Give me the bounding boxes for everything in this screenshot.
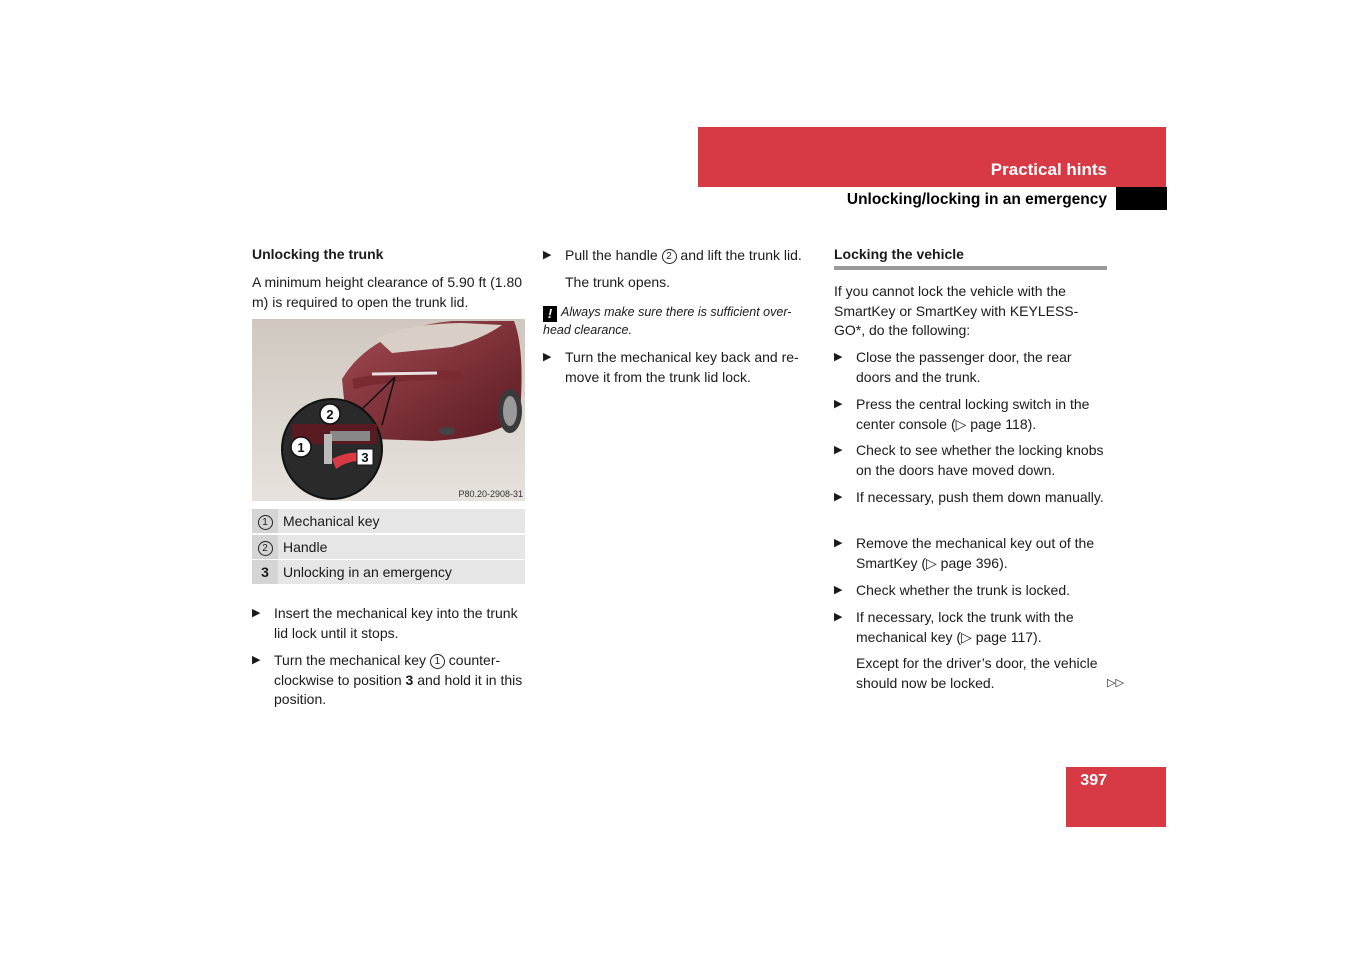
legend-number: 1 (258, 515, 273, 530)
triangle-right-icon: ▶ (834, 584, 843, 596)
step-turn-key: ▶ Turn the mechanical key 1 counter-clockwise to position 3 and hold it in this position. (252, 652, 523, 707)
car-rear-image (252, 319, 525, 501)
list-item: ▶ Press the central locking switch in the center console (▷ page 118). (834, 396, 1090, 432)
legend-label: Unlocking in an emergency (283, 564, 452, 580)
triangle-right-icon: ▶ (543, 351, 552, 363)
triangle-right-icon: ▶ (834, 351, 843, 363)
triangle-right-icon: ▶ (252, 607, 261, 619)
step-insert-key: ▶ Insert the mechanical key into the trunk lid lock until it stops. (252, 605, 518, 641)
svg-text:3: 3 (361, 450, 369, 465)
warning-icon: ! (543, 306, 557, 322)
ref-circle-2: 2 (662, 249, 677, 264)
triangle-right-icon: ▶ (543, 249, 552, 261)
triangle-right-icon: ▶ (834, 611, 843, 623)
image-code: P80.20-2908-31 (458, 489, 523, 499)
triangle-right-icon: ▶ (834, 491, 843, 503)
heading-unlocking-trunk: Unlocking the trunk (252, 246, 384, 262)
list-item: ▶ Check to see whether the locking knobs on the doors have moved down. (834, 442, 1104, 478)
triangle-right-icon: ▶ (252, 654, 261, 666)
list-item: ▶ Close the passenger door, the rear doors and the trunk. (834, 349, 1072, 385)
section-title: Practical hints (990, 160, 1107, 179)
step-pull-handle: ▶ Pull the handle 2 and lift the trunk lid. (543, 246, 823, 266)
thumb-tab (1116, 187, 1167, 210)
heading-rule (834, 266, 1107, 270)
list-item: ▶ If necessary, push them down manually. (834, 488, 1109, 508)
legend-number: 3 (252, 560, 278, 584)
legend-label: Mechanical key (283, 513, 380, 529)
legend-label: Handle (283, 539, 328, 555)
intro-clearance: A minimum height clearance of 5.90 ft (1.80 m) is required to open the trunk lid. (252, 274, 523, 310)
svg-text:1: 1 (297, 440, 305, 455)
ref-position-3: 3 (405, 671, 414, 688)
result-trunk-opens: The trunk opens. (565, 274, 671, 290)
intro-locking: If you cannot lock the vehicle with the SmartKey or SmartKey with KEYLESS-GO*, do the following: (834, 283, 1079, 338)
list-item: ▶ Check whether the trunk is locked. (834, 581, 1109, 601)
continue-icon: ▷▷ (1107, 677, 1124, 689)
triangle-right-icon: ▶ (834, 398, 843, 410)
warning-note: ! Always make sure there is sufficient over-head clearance. (543, 305, 792, 337)
legend-row-3 (252, 560, 525, 584)
ref-circle-1: 1 (430, 654, 445, 669)
result-vehicle-locked: Except for the driver’s door, the vehicle should now be locked. (856, 655, 1098, 691)
svg-text:2: 2 (326, 407, 334, 422)
page-number: 397 (1080, 772, 1107, 789)
step-remove-key: ▶ Turn the mechanical key back and re-move it from the trunk lid lock. (543, 349, 799, 385)
legend-row-1 (252, 509, 525, 533)
legend-row-2 (252, 535, 525, 559)
trunk-illustration (252, 319, 525, 501)
page-subtitle: Unlocking/locking in an emergency (846, 191, 1107, 208)
heading-locking-vehicle: Locking the vehicle (834, 246, 964, 262)
list-item: ▶ Remove the mechanical key out of the SmartKey (▷ page 396). (834, 535, 1095, 571)
legend-number: 2 (258, 541, 273, 556)
list-item: ▶ If necessary, lock the trunk with the mechanical key (▷ page 117). (834, 609, 1074, 645)
triangle-right-icon: ▶ (834, 537, 843, 549)
triangle-right-icon: ▶ (834, 444, 843, 456)
